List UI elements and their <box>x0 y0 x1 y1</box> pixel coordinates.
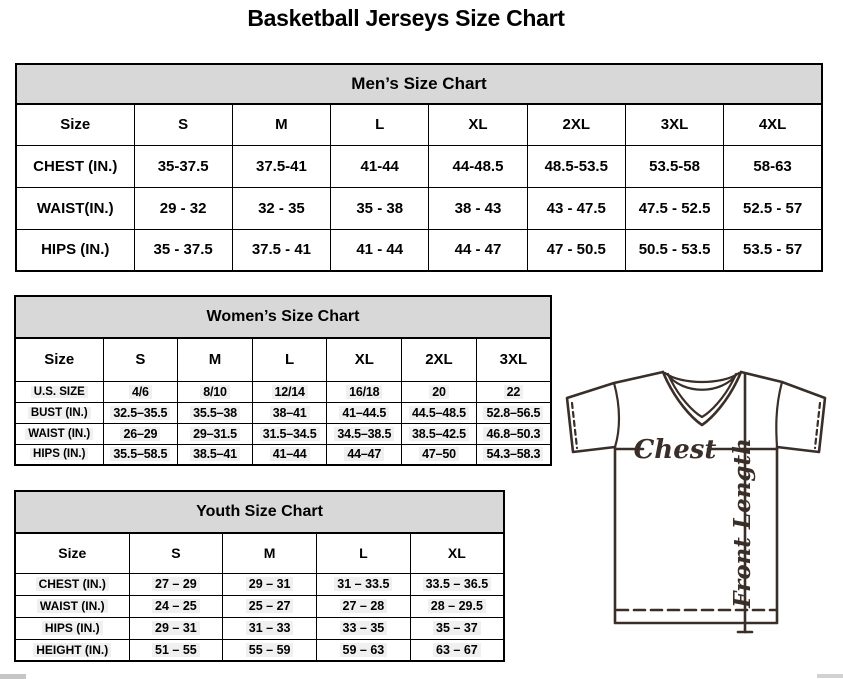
womens-col-header-xl: XL <box>327 338 402 381</box>
mens-cell: 37.5 - 41 <box>232 229 330 271</box>
womens-row-label-hips-in: HIPS (IN.) <box>15 444 103 465</box>
horizontal-scrollbar-fragment-right[interactable] <box>817 674 843 678</box>
womens-cell: 26–29 <box>103 423 178 444</box>
youth-cell: 29 – 31 <box>223 573 317 595</box>
mens-cell: 41 - 44 <box>331 229 429 271</box>
youth-cell: 31 – 33.5 <box>317 573 411 595</box>
womens-cell: 41–44.5 <box>327 402 402 423</box>
youth-col-header-xl: XL <box>410 533 504 573</box>
mens-cell: 38 - 43 <box>429 187 527 229</box>
youth-cell: 31 – 33 <box>223 617 317 639</box>
womens-cell: 47–50 <box>402 444 477 465</box>
youth-cell: 55 – 59 <box>223 639 317 661</box>
womens-header-row <box>15 338 551 381</box>
mens-row-waist-in <box>16 187 822 229</box>
right-armhole-seam <box>776 382 782 447</box>
youth-size-chart <box>14 490 505 662</box>
horizontal-scrollbar-fragment-left[interactable] <box>0 674 26 679</box>
womens-cell: 44–47 <box>327 444 402 465</box>
collar-band-arc-1 <box>665 373 739 382</box>
mens-cell: 43 - 47.5 <box>527 187 625 229</box>
youth-table-body <box>15 533 504 661</box>
mens-cell: 35 - 37.5 <box>134 229 232 271</box>
womens-col-header-2xl: 2XL <box>402 338 477 381</box>
mens-table-body <box>16 104 822 271</box>
youth-cell: 59 – 63 <box>317 639 411 661</box>
womens-chart-title: Women’s Size Chart <box>15 296 551 338</box>
womens-row-hips-in <box>15 444 551 465</box>
womens-cell: 38.5–42.5 <box>402 423 477 444</box>
mens-row-hips-in <box>16 229 822 271</box>
collar-inner-v <box>668 374 736 417</box>
youth-title-row <box>15 491 504 533</box>
youth-cell: 33 – 35 <box>317 617 411 639</box>
womens-cell: 22 <box>476 381 551 402</box>
mens-col-header-3xl: 3XL <box>625 104 723 145</box>
jersey-outline <box>567 372 825 623</box>
womens-cell: 8/10 <box>178 381 253 402</box>
mens-cell: 53.5-58 <box>625 145 723 187</box>
womens-cell: 4/6 <box>103 381 178 402</box>
youth-cell: 33.5 – 36.5 <box>410 573 504 595</box>
youth-cell: 25 – 27 <box>223 595 317 617</box>
mens-cell: 48.5-53.5 <box>527 145 625 187</box>
jersey-measurement-diagram <box>557 363 843 663</box>
mens-col-header-l: L <box>331 104 429 145</box>
youth-row-label-waist-in: WAIST (IN.) <box>15 595 129 617</box>
youth-chart-title: Youth Size Chart <box>15 491 504 533</box>
mens-cell: 58-63 <box>724 145 822 187</box>
womens-row-label-u-s-size: U.S. SIZE <box>15 381 103 402</box>
womens-cell: 31.5–34.5 <box>252 423 327 444</box>
mens-row-label-chest-in: CHEST (IN.) <box>16 145 134 187</box>
page-title: Basketball Jerseys Size Chart <box>247 5 565 31</box>
womens-cell: 16/18 <box>327 381 402 402</box>
womens-cell: 34.5–38.5 <box>327 423 402 444</box>
youth-cell: 35 – 37 <box>410 617 504 639</box>
mens-header-row <box>16 104 822 145</box>
youth-cell: 29 – 31 <box>129 617 223 639</box>
mens-cell: 32 - 35 <box>232 187 330 229</box>
mens-col-header-xl: XL <box>429 104 527 145</box>
mens-cell: 35-37.5 <box>134 145 232 187</box>
youth-row-height-in <box>15 639 504 661</box>
youth-cell: 27 – 29 <box>129 573 223 595</box>
mens-col-header-2xl: 2XL <box>527 104 625 145</box>
youth-row-label-hips-in: HIPS (IN.) <box>15 617 129 639</box>
mens-cell: 37.5-41 <box>232 145 330 187</box>
mens-cell: 35 - 38 <box>331 187 429 229</box>
womens-col-header-size: Size <box>15 338 103 381</box>
chest-label: Chest <box>633 435 717 465</box>
youth-header-row <box>15 533 504 573</box>
womens-cell: 35.5–38 <box>178 402 253 423</box>
mens-cell: 47 - 50.5 <box>527 229 625 271</box>
mens-chart-title: Men’s Size Chart <box>16 64 822 104</box>
mens-col-header-4xl: 4XL <box>724 104 822 145</box>
youth-col-header-s: S <box>129 533 223 573</box>
youth-cell: 28 – 29.5 <box>410 595 504 617</box>
mens-row-chest-in <box>16 145 822 187</box>
womens-cell: 52.8–56.5 <box>476 402 551 423</box>
mens-col-header-m: M <box>232 104 330 145</box>
womens-cell: 12/14 <box>252 381 327 402</box>
left-armhole-seam <box>614 383 619 447</box>
youth-col-header-m: M <box>223 533 317 573</box>
youth-row-waist-in <box>15 595 504 617</box>
youth-row-chest-in <box>15 573 504 595</box>
youth-col-header-size: Size <box>15 533 129 573</box>
youth-cell: 24 – 25 <box>129 595 223 617</box>
youth-cell: 27 – 28 <box>317 595 411 617</box>
womens-cell: 38.5–41 <box>178 444 253 465</box>
womens-col-header-3xl: 3XL <box>476 338 551 381</box>
womens-row-bust-in <box>15 402 551 423</box>
womens-col-header-m: M <box>178 338 253 381</box>
womens-cell: 20 <box>402 381 477 402</box>
mens-cell: 44 - 47 <box>429 229 527 271</box>
womens-title-row <box>15 296 551 338</box>
womens-cell: 38–41 <box>252 402 327 423</box>
mens-cell: 50.5 - 53.5 <box>625 229 723 271</box>
front-length-label: Front Length <box>729 438 756 608</box>
mens-cell: 52.5 - 57 <box>724 187 822 229</box>
womens-col-header-l: L <box>252 338 327 381</box>
womens-cell: 35.5–58.5 <box>103 444 178 465</box>
mens-row-label-hips-in: HIPS (IN.) <box>16 229 134 271</box>
womens-row-label-bust-in: BUST (IN.) <box>15 402 103 423</box>
womens-cell: 44.5–48.5 <box>402 402 477 423</box>
womens-col-header-s: S <box>103 338 178 381</box>
mens-col-header-s: S <box>134 104 232 145</box>
womens-row-waist-in <box>15 423 551 444</box>
mens-cell: 29 - 32 <box>134 187 232 229</box>
youth-cell: 63 – 67 <box>410 639 504 661</box>
mens-row-label-waist-in: WAIST(IN.) <box>16 187 134 229</box>
mens-cell: 53.5 - 57 <box>724 229 822 271</box>
mens-cell: 47.5 - 52.5 <box>625 187 723 229</box>
youth-row-hips-in <box>15 617 504 639</box>
mens-cell: 41-44 <box>331 145 429 187</box>
womens-cell: 29–31.5 <box>178 423 253 444</box>
womens-cell: 46.8–50.3 <box>476 423 551 444</box>
womens-size-chart <box>14 295 552 466</box>
womens-row-label-waist-in: WAIST (IN.) <box>15 423 103 444</box>
youth-row-label-chest-in: CHEST (IN.) <box>15 573 129 595</box>
youth-col-header-l: L <box>317 533 411 573</box>
womens-cell: 41–44 <box>252 444 327 465</box>
youth-row-label-height-in: HEIGHT (IN.) <box>15 639 129 661</box>
womens-row-u-s-size <box>15 381 551 402</box>
mens-cell: 44-48.5 <box>429 145 527 187</box>
mens-title-row <box>16 64 822 104</box>
womens-cell: 32.5–35.5 <box>103 402 178 423</box>
mens-col-header-size: Size <box>16 104 134 145</box>
youth-cell: 51 – 55 <box>129 639 223 661</box>
mens-size-chart <box>15 63 823 272</box>
womens-table-body <box>15 338 551 465</box>
womens-cell: 54.3–58.3 <box>476 444 551 465</box>
